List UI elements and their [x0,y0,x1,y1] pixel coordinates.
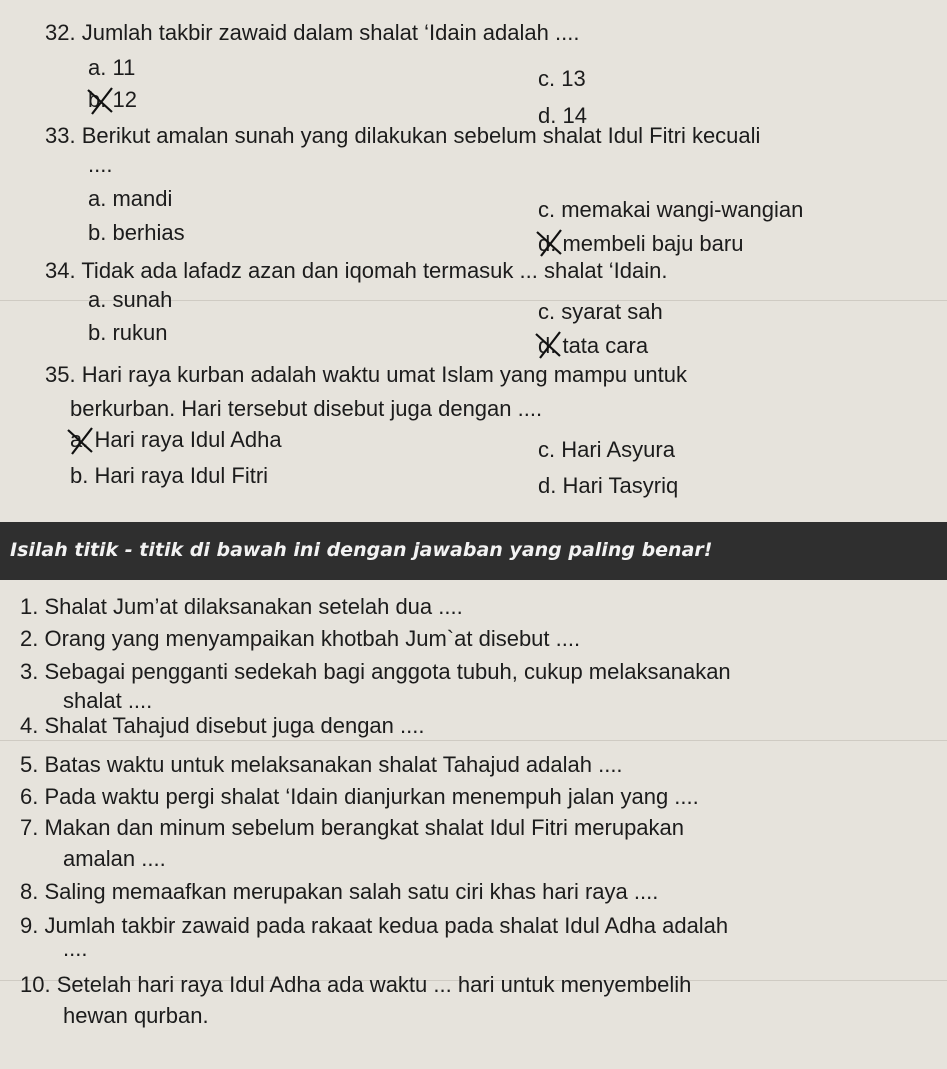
q33-option-c: c. memakai wangi-wangian [538,197,804,222]
q32-option-c: c. 13 [538,66,586,91]
fill-question-9-cont: .... [63,936,88,961]
q34-option-a: a. sunah [88,287,173,312]
q32-option-b: b. 12 [88,87,137,112]
q34-option-b: b. rukun [88,320,168,345]
fill-question-3: 3. Sebagai pengganti sedekah bagi anggota tubuh, cukup melaksanakan [20,659,731,684]
fill-question-2: 2. Orang yang menyampaikan khotbah Jum`at disebut .... [20,626,581,651]
fill-question-1: 1. Shalat Jum’at dilaksanakan setelah dua .... [20,594,463,619]
q32-option-a: a. 11 [88,55,136,80]
question-34: 34. Tidak ada lafadz azan dan iqomah termasuk ... shalat ‘Idain. [45,258,668,283]
fill-question-10-cont: hewan qurban. [63,1003,209,1028]
fill-question-7-cont: amalan .... [63,846,166,871]
q33-option-d: d. membeli baju baru [538,231,744,256]
fill-question-10: 10. Setelah hari raya Idul Adha ada waktu ... hari untuk menyembelih [20,972,692,997]
q35-option-b: b. Hari raya Idul Fitri [70,463,269,488]
q35-option-c: c. Hari Asyura [538,437,675,462]
section-heading: Isilah titik - titik di bawah ini dengan jawaban yang paling benar! [10,539,713,561]
fill-question-7: 7. Makan dan minum sebelum berangkat shalat Idul Fitri merupakan [20,815,685,840]
question-33-cont: .... [88,152,113,177]
fill-question-5: 5. Batas waktu untuk melaksanakan shalat Tahajud adalah .... [20,752,623,777]
fill-question-6: 6. Pada waktu pergi shalat ‘Idain dianjurkan menempuh jalan yang .... [20,784,699,809]
q33-option-b: b. berhias [88,220,185,245]
bleed-line [0,740,947,741]
fill-question-9: 9. Jumlah takbir zawaid pada rakaat kedua pada shalat Idul Adha adalah [20,913,729,938]
q34-option-c: c. syarat sah [538,299,663,324]
question-33: 33. Berikut amalan sunah yang dilakukan sebelum shalat Idul Fitri kecuali [45,123,761,148]
fill-question-8: 8. Saling memaafkan merupakan salah satu ciri khas hari raya .... [20,879,659,904]
q35-option-d: d. Hari Tasyriq [538,473,679,498]
q35-option-a: a. Hari raya Idul Adha [70,427,282,452]
q32-option-d: d. 14 [538,103,587,128]
fill-question-3-cont: shalat .... [63,688,153,713]
question-32: 32. Jumlah takbir zawaid dalam shalat ‘Idain adalah .... [45,20,580,45]
fill-question-4: 4. Shalat Tahajud disebut juga dengan .... [20,713,425,738]
question-35: 35. Hari raya kurban adalah waktu umat Islam yang mampu untuk [45,362,688,387]
q33-option-a: a. mandi [88,186,173,211]
question-35-cont: berkurban. Hari tersebut disebut juga dengan .... [70,396,543,421]
q34-option-d: d. tata cara [538,333,649,358]
